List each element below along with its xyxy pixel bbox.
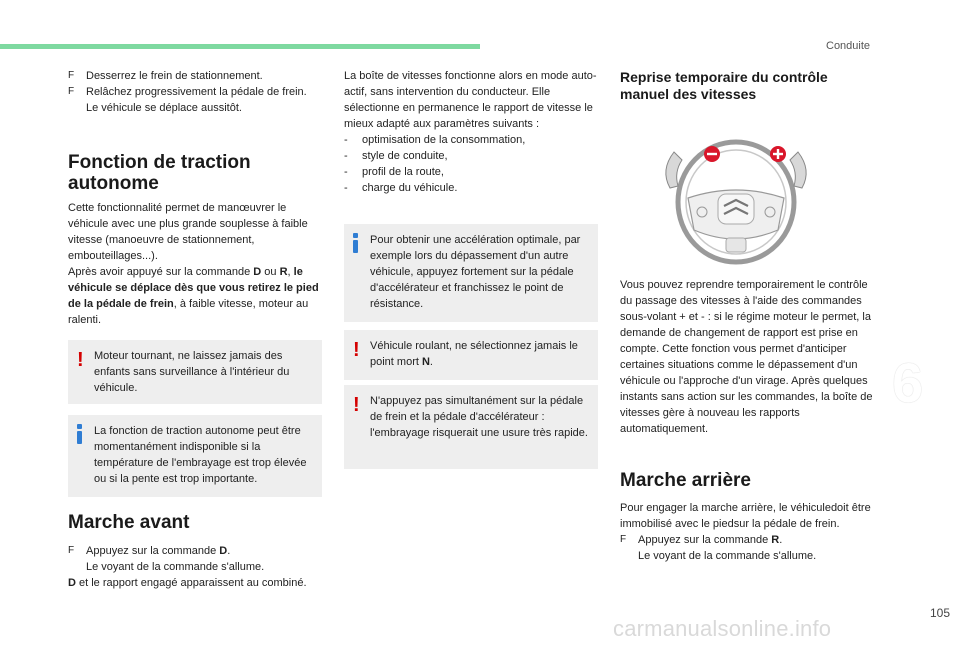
bullet-icon: F [620,534,627,545]
list-item: - style de conduite, [344,150,448,162]
heading-marche-avant: Marche avant [68,512,190,533]
list-item: - charge du véhicule. [344,182,458,194]
list-item: F Appuyez sur la commande R. [620,534,783,546]
chapter-number: 6 [892,351,924,414]
warning-icon: ! [77,349,84,371]
boite-text: La boîte de vitesses fonctionne alors en mode auto-actif, sans intervention du conducteur. Elle sélectionne en permanence le rapport de vitesse le mieux adapté aux paramètres suivants : - optimisation de la consommation, - style de conduite, - profil de la route, - charge du véhicule. [344,68,600,196]
bullet-icon: F [68,545,75,556]
step-result: Le véhicule se déplace aussitôt. [86,102,242,114]
page-number: 105 [930,606,951,620]
heading-traction: Fonction de traction autonome [68,152,251,194]
warning-icon: ! [353,394,360,416]
info-icon [77,424,82,444]
avant-text: F Appuyez sur la commande D. Le voyant de la commande s'allume. D et le rapport engagé apparaissent au combiné. [68,543,326,591]
step-result: Le voyant de la commande s'allume. [638,550,817,562]
heading-marche-arriere: Marche arrière [620,470,751,491]
info-note: La fonction de traction autonome peut être momentanément indisponible si la température de l'embrayage est trop élevée ou si la pente est trop importante. [68,415,322,497]
reprise-text: Vous pouvez reprendre temporairement le contrôle du passage des vitesses à l'aide des commandes sous-volant + et - : si le régime moteur le permet, la demande de changement de rapport est prise en compte. Cette fonction vous permet d'anticiper certaines situations comme le dépassement d'un véhicule ou l'approche d'un virage. Après quelques instants sans action sur les commandes, la boîte de vitesses gère à nouveau les rapports automatiquement. [620,279,873,435]
steps-top [68,68,328,116]
list-item: F Desserrez le frein de stationnement. [68,70,263,82]
warning-icon: ! [353,339,360,361]
arriere-text: Pour engager la marche arrière, le véhiculedoit être immobilisé avec le piedsur la pédale de frein. F Appuyez sur la commande R. Le voyant de la commande s'allume. [620,500,880,564]
bullet-icon: F [68,70,75,81]
traction-text: Cette fonctionnalité permet de manœuvrer le véhicule avec une plus grande souplesse à faible vitesse (manoeuvre de stationnement, embouteillages...). Après avoir appuyé sur la commande D ou R, le véhicule se déplace dès que vous retirez le pied de la pédale de frein, à faible vitesse, moteur au ralenti. [68,202,319,326]
list-item: F Appuyez sur la commande D. [68,545,231,557]
bullet-icon: F [68,86,75,97]
heading-reprise: Reprise temporaire du contrôle manuel des vitesses [620,69,828,102]
steering-wheel-paddles-illustration [656,130,816,265]
header-accent-bar [0,44,480,49]
warning-note: ! N'appuyez pas simultanément sur la pédale de frein et la pédale d'accélérateur : l'embrayage risquerait une usure très rapide. [344,385,598,469]
list-item: F Relâchez progressivement la pédale de frein. [68,86,307,98]
warning-note: ! Véhicule roulant, ne sélectionnez jamais le point mort N. [344,330,598,380]
info-note: Pour obtenir une accélération optimale, par exemple lors du dépassement d'un autre véhicule, appuyez fortement sur la pédale d'accélérateur et franchissez le point de résistance. [344,224,598,322]
list-item: - optimisation de la consommation, [344,134,526,146]
warning-note: ! Moteur tournant, ne laissez jamais des enfants sans surveillance à l'intérieur du véhicule. [68,340,322,404]
section-label: Conduite [826,40,871,52]
info-icon [353,233,358,253]
step-result: Le voyant de la commande s'allume. [86,561,265,573]
list-item: - profil de la route, [344,166,444,178]
watermark: carmanualsonline.info [613,616,832,641]
